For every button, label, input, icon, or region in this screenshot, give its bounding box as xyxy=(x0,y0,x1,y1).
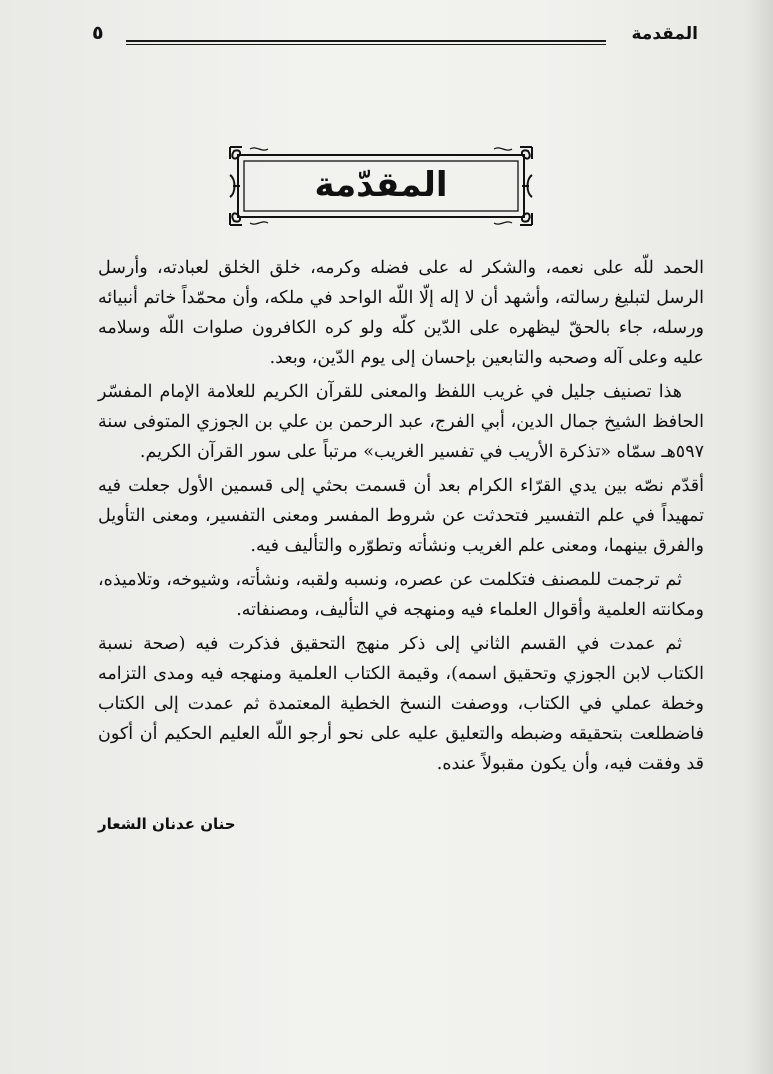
paragraph: هذا تصنيف جليل في غريب اللفظ والمعنى للقرآن الكريم للعلامة الإمام المفسّر الحافظ الشيخ جمال الدين، أبي الفرج، عبد الرحمن بن علي بن الجوزي المتوفى سنة ٥٩٧هـ سمّاه «تذكرة الأريب في تفسير الغريب» مرتباً على سور القرآن الكريم. xyxy=(98,382,704,462)
author-signature: حنان عدنان الشعار xyxy=(98,815,236,833)
paragraph: الحمد للّه على نعمه، والشكر له على فضله وكرمه، خلق الخلق لعبادته، وأرسل الرسل لتبليغ رسالته، وأشهد أن لا إله إلّا اللّه الواحد في ملكه، وأن محمّداً خاتم أنبيائه ورسله، جاء بالحقّ ليظهره على الدّين كلّه ولو كره الكافرون صلوات اللّه وسلامه عليه وعلى آله وصحبه والتابعين بإحسان إلى يوم الدّين، وبعد. xyxy=(98,258,704,368)
paragraph: ثم ترجمت للمصنف فتكلمت عن عصره، ونسبه ولقبه، ونشأته، وشيوخه، وتلاميذه، ومكانته العلمية وأقوال العلماء فيه ومنهجه في التأليف، ومصنفاته. xyxy=(98,570,704,620)
running-title: المقدمة xyxy=(631,24,698,44)
page-number: ٥ xyxy=(92,22,104,44)
title-cartouche xyxy=(228,145,534,227)
running-header xyxy=(92,22,698,52)
paragraph: أقدّم نصّه بين يدي القرّاء الكرام بعد أن قسمت بحثي إلى قسمين الأول جعلت فيه تمهيداً في علم التفسير فتحدثت عن شروط المفسر ومعنى التفسير، ومعنى التأويل والفرق بينهما، ومعنى علم الغريب ونشأته وتطوّره والتأليف فيه. xyxy=(98,476,704,556)
chapter-title: المقدّمة xyxy=(314,165,448,205)
header-rule xyxy=(126,40,606,45)
introduction-body xyxy=(98,253,704,783)
paragraph: ثم عمدت في القسم الثاني إلى ذكر منهج التحقيق فذكرت فيه (صحة نسبة الكتاب لابن الجوزي وتحقيق اسمه)، وقيمة الكتاب العلمية ومنهجه فيه ومدى التزامه وخطة عملي في الكتاب، ووصفت النسخ الخطية المعتمدة ثم عمدت إلى الكتاب فاضطلعت بتحقيقه وضبطه والتعليق عليه على نحو أرجو اللّه العليم الحكيم أن أكون قد وفقت فيه، وأن يكون مقبولاً عنده. xyxy=(98,634,704,774)
page-edge-shadow xyxy=(745,0,773,1074)
